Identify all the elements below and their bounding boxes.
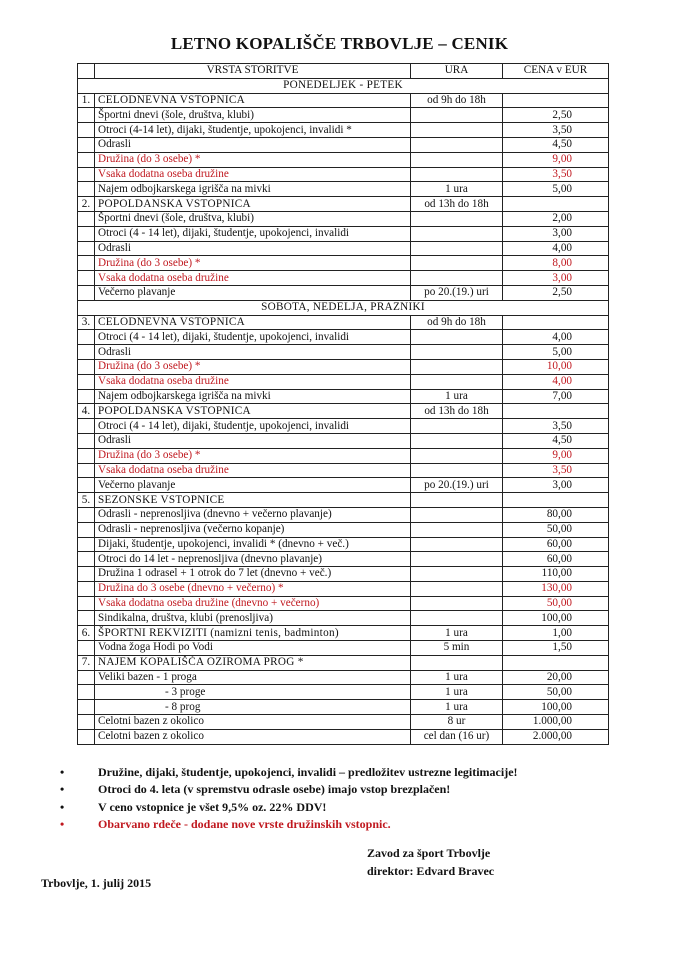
service-name: Otroci do 14 let - neprenosljiva (dnevno plavanje) bbox=[95, 552, 411, 567]
service-time bbox=[411, 359, 503, 374]
service-time bbox=[411, 448, 503, 463]
service-name: ŠPORTNI REKVIZITI (namizni tenis, badminton) bbox=[95, 626, 411, 641]
row-number bbox=[78, 330, 95, 345]
service-time bbox=[411, 241, 503, 256]
price-row bbox=[78, 359, 609, 374]
category-row bbox=[78, 315, 609, 330]
service-price: 50,00 bbox=[503, 522, 609, 537]
row-number bbox=[78, 419, 95, 434]
row-number: 6. bbox=[78, 626, 95, 641]
service-time: po 20.(19.) uri bbox=[411, 478, 503, 493]
service-name: Otroci (4 - 14 let), dijaki, študentje, upokojenci, invalidi bbox=[95, 419, 411, 434]
service-name: Veliki bazen - 1 proga bbox=[95, 670, 411, 685]
service-time: 1 ura bbox=[411, 182, 503, 197]
service-price: 20,00 bbox=[503, 670, 609, 685]
service-time bbox=[411, 611, 503, 626]
note-item bbox=[58, 816, 518, 833]
row-number bbox=[78, 137, 95, 152]
service-name: Družina (do 3 osebe) * bbox=[95, 256, 411, 271]
price-row bbox=[78, 641, 609, 656]
service-price bbox=[503, 93, 609, 108]
price-row bbox=[78, 522, 609, 537]
service-price: 3,50 bbox=[503, 419, 609, 434]
service-name: Najem odbojkarskega igrišča na mivki bbox=[95, 182, 411, 197]
table-header-row bbox=[78, 64, 609, 79]
row-number bbox=[78, 611, 95, 626]
header-service: VRSTA STORITVE bbox=[95, 64, 411, 79]
row-number: 7. bbox=[78, 655, 95, 670]
service-price: 9,00 bbox=[503, 152, 609, 167]
service-price: 5,00 bbox=[503, 182, 609, 197]
service-time: od 13h do 18h bbox=[411, 197, 503, 212]
service-price: 10,00 bbox=[503, 359, 609, 374]
section-band-label: PONEDELJEK - PETEK bbox=[78, 78, 609, 93]
row-number bbox=[78, 241, 95, 256]
service-time bbox=[411, 211, 503, 226]
service-price: 110,00 bbox=[503, 567, 609, 582]
service-time: 1 ura bbox=[411, 685, 503, 700]
service-price: 80,00 bbox=[503, 507, 609, 522]
price-row bbox=[78, 182, 609, 197]
row-number bbox=[78, 670, 95, 685]
service-price: 100,00 bbox=[503, 700, 609, 715]
note-item bbox=[58, 781, 518, 798]
service-time: od 9h do 18h bbox=[411, 315, 503, 330]
service-name: Vodna žoga Hodi po Vodi bbox=[95, 641, 411, 656]
note-item bbox=[58, 799, 518, 816]
price-row bbox=[78, 478, 609, 493]
service-name: Družina do 3 osebe (dnevno + večerno) * bbox=[95, 581, 411, 596]
service-time: 5 min bbox=[411, 641, 503, 656]
row-number bbox=[78, 596, 95, 611]
row-number bbox=[78, 345, 95, 360]
price-row bbox=[78, 463, 609, 478]
header-time: URA bbox=[411, 64, 503, 79]
row-number bbox=[78, 211, 95, 226]
row-number bbox=[78, 182, 95, 197]
service-price bbox=[503, 315, 609, 330]
service-time bbox=[411, 463, 503, 478]
price-row bbox=[78, 211, 609, 226]
notes-list bbox=[58, 764, 518, 833]
service-time bbox=[411, 655, 503, 670]
service-time bbox=[411, 596, 503, 611]
price-row bbox=[78, 611, 609, 626]
row-number: 4. bbox=[78, 404, 95, 419]
service-price: 4,00 bbox=[503, 241, 609, 256]
service-price: 3,50 bbox=[503, 123, 609, 138]
service-time bbox=[411, 226, 503, 241]
price-row bbox=[78, 241, 609, 256]
row-number bbox=[78, 685, 95, 700]
service-price: 60,00 bbox=[503, 552, 609, 567]
place-date: Trbovlje, 1. julij 2015 bbox=[41, 876, 152, 890]
service-name: Večerno plavanje bbox=[95, 285, 411, 300]
service-time: 1 ura bbox=[411, 700, 503, 715]
note-text: V ceno vstopnice je všet 9,5% oz. 22% DDV! bbox=[98, 799, 327, 814]
service-price: 50,00 bbox=[503, 596, 609, 611]
service-time bbox=[411, 419, 503, 434]
service-name: Športni dnevi (šole, društva, klubi) bbox=[95, 108, 411, 123]
row-number bbox=[78, 433, 95, 448]
row-number: 2. bbox=[78, 197, 95, 212]
row-number bbox=[78, 522, 95, 537]
service-time bbox=[411, 152, 503, 167]
price-row bbox=[78, 581, 609, 596]
service-price: 3,00 bbox=[503, 478, 609, 493]
service-name: Otroci (4 - 14 let), dijaki, študentje, upokojenci, invalidi bbox=[95, 226, 411, 241]
service-price: 1,50 bbox=[503, 641, 609, 656]
service-time: po 20.(19.) uri bbox=[411, 285, 503, 300]
row-number bbox=[78, 167, 95, 182]
row-number bbox=[78, 641, 95, 656]
note-text: Otroci do 4. leta (v spremstvu odrasle osebe) imajo vstop brezplačen! bbox=[98, 782, 451, 797]
service-name: Družina (do 3 osebe) * bbox=[95, 359, 411, 374]
service-name: - 3 proge bbox=[95, 685, 411, 700]
service-name: Odrasli bbox=[95, 433, 411, 448]
service-price bbox=[503, 197, 609, 212]
category-row bbox=[78, 197, 609, 212]
service-name: Večerno plavanje bbox=[95, 478, 411, 493]
row-number bbox=[78, 700, 95, 715]
service-price: 50,00 bbox=[503, 685, 609, 700]
category-row bbox=[78, 93, 609, 108]
service-name: Vsaka dodatna oseba družine bbox=[95, 463, 411, 478]
service-name: Odrasli - neprenosljiva (večerno kopanje) bbox=[95, 522, 411, 537]
service-time: 1 ura bbox=[411, 389, 503, 404]
service-time bbox=[411, 522, 503, 537]
price-table bbox=[77, 63, 609, 745]
price-row bbox=[78, 507, 609, 522]
service-name: Družina 1 odrasel + 1 otrok do 7 let (dnevno + več.) bbox=[95, 567, 411, 582]
service-time: od 9h do 18h bbox=[411, 93, 503, 108]
section-band-row bbox=[78, 300, 609, 315]
service-price: 2,50 bbox=[503, 108, 609, 123]
bullet-icon: • bbox=[60, 782, 65, 797]
note-item bbox=[58, 764, 518, 781]
row-number bbox=[78, 448, 95, 463]
service-time bbox=[411, 374, 503, 389]
service-name: Družina (do 3 osebe) * bbox=[95, 448, 411, 463]
service-time: cel dan (16 ur) bbox=[411, 729, 503, 744]
service-time bbox=[411, 167, 503, 182]
row-number bbox=[78, 108, 95, 123]
service-price: 4,00 bbox=[503, 330, 609, 345]
price-row bbox=[78, 552, 609, 567]
price-row bbox=[78, 419, 609, 434]
service-time bbox=[411, 137, 503, 152]
service-price: 3,00 bbox=[503, 226, 609, 241]
service-name: POPOLDANSKA VSTOPNICA bbox=[95, 197, 411, 212]
service-name: CELODNEVNA VSTOPNICA bbox=[95, 315, 411, 330]
service-time bbox=[411, 271, 503, 286]
signature-director: direktor: Edvard Bravec bbox=[367, 863, 495, 878]
page-title: LETNO KOPALIŠČE TRBOVLJE – CENIK bbox=[170, 34, 509, 53]
service-name: NAJEM KOPALIŠČA OZIROMA PROG * bbox=[95, 655, 411, 670]
price-row bbox=[78, 374, 609, 389]
service-name: Vsaka dodatna oseba družine (dnevno + večerno) bbox=[95, 596, 411, 611]
row-number bbox=[78, 359, 95, 374]
service-name: Otroci (4 - 14 let), dijaki, študentje, upokojenci, invalidi bbox=[95, 330, 411, 345]
price-row bbox=[78, 567, 609, 582]
row-number bbox=[78, 715, 95, 730]
note-text: Družine, dijaki, študentje, upokojenci, invalidi – predložitev ustrezne legitimacije! bbox=[98, 765, 518, 779]
service-price bbox=[503, 655, 609, 670]
service-price: 60,00 bbox=[503, 537, 609, 552]
row-number: 1. bbox=[78, 93, 95, 108]
row-number bbox=[78, 285, 95, 300]
category-row bbox=[78, 655, 609, 670]
service-price: 100,00 bbox=[503, 611, 609, 626]
service-time: od 13h do 18h bbox=[411, 404, 503, 419]
service-time: 1 ura bbox=[411, 626, 503, 641]
service-price: 5,00 bbox=[503, 345, 609, 360]
service-name: SEZONSKE VSTOPNICE bbox=[95, 493, 411, 508]
price-row bbox=[78, 137, 609, 152]
price-row bbox=[78, 226, 609, 241]
price-row bbox=[78, 700, 609, 715]
row-number: 3. bbox=[78, 315, 95, 330]
service-name: Družina (do 3 osebe) * bbox=[95, 152, 411, 167]
row-number bbox=[78, 123, 95, 138]
row-number bbox=[78, 256, 95, 271]
bullet-icon: • bbox=[60, 765, 65, 779]
service-name: Športni dnevi (šole, društva, klubi) bbox=[95, 211, 411, 226]
price-row bbox=[78, 729, 609, 744]
section-band-label: SOBOTA, NEDELJA, PRAZNIKI bbox=[78, 300, 609, 315]
service-name: Otroci (4-14 let), dijaki, študentje, upokojenci, invalidi * bbox=[95, 123, 411, 138]
row-number bbox=[78, 507, 95, 522]
service-name: Celotni bazen z okolico bbox=[95, 729, 411, 744]
price-row bbox=[78, 596, 609, 611]
service-time bbox=[411, 345, 503, 360]
service-name: Odrasli - neprenosljiva (dnevno + večerno plavanje) bbox=[95, 507, 411, 522]
section-band-row bbox=[78, 78, 609, 93]
service-name: Vsaka dodatna oseba družine bbox=[95, 271, 411, 286]
service-price: 9,00 bbox=[503, 448, 609, 463]
service-time bbox=[411, 567, 503, 582]
service-name: Vsaka dodatna oseba družine bbox=[95, 167, 411, 182]
service-price: 4,00 bbox=[503, 374, 609, 389]
service-name: Celotni bazen z okolico bbox=[95, 715, 411, 730]
row-number bbox=[78, 463, 95, 478]
service-price: 2.000,00 bbox=[503, 729, 609, 744]
service-price: 3,00 bbox=[503, 271, 609, 286]
service-price: 4,50 bbox=[503, 433, 609, 448]
price-row bbox=[78, 670, 609, 685]
service-price: 3,50 bbox=[503, 167, 609, 182]
row-number bbox=[78, 374, 95, 389]
price-row bbox=[78, 389, 609, 404]
price-row bbox=[78, 537, 609, 552]
price-row bbox=[78, 433, 609, 448]
row-number bbox=[78, 271, 95, 286]
row-number bbox=[78, 567, 95, 582]
service-time bbox=[411, 493, 503, 508]
row-number bbox=[78, 581, 95, 596]
service-price: 130,00 bbox=[503, 581, 609, 596]
service-price bbox=[503, 493, 609, 508]
service-price: 4,50 bbox=[503, 137, 609, 152]
service-time bbox=[411, 537, 503, 552]
bullet-icon: • bbox=[60, 816, 65, 831]
service-name: Odrasli bbox=[95, 345, 411, 360]
row-number bbox=[78, 537, 95, 552]
price-row bbox=[78, 685, 609, 700]
category-row bbox=[78, 493, 609, 508]
bullet-icon: • bbox=[60, 799, 65, 814]
service-time bbox=[411, 507, 503, 522]
service-name: - 8 prog bbox=[95, 700, 411, 715]
service-time bbox=[411, 123, 503, 138]
price-row bbox=[78, 256, 609, 271]
row-number: 5. bbox=[78, 493, 95, 508]
service-name: POPOLDANSKA VSTOPNICA bbox=[95, 404, 411, 419]
service-price: 7,00 bbox=[503, 389, 609, 404]
row-number bbox=[78, 389, 95, 404]
service-price: 1.000,00 bbox=[503, 715, 609, 730]
service-price: 2,00 bbox=[503, 211, 609, 226]
row-number bbox=[78, 552, 95, 567]
service-name: Odrasli bbox=[95, 137, 411, 152]
note-text: Obarvano rdeče - dodane nove vrste družinskih vstopnic. bbox=[98, 816, 391, 831]
service-name: CELODNEVNA VSTOPNICA bbox=[95, 93, 411, 108]
service-name: Najem odbojkarskega igrišča na mivki bbox=[95, 389, 411, 404]
service-name: Vsaka dodatna oseba družine bbox=[95, 374, 411, 389]
service-price: 8,00 bbox=[503, 256, 609, 271]
price-row bbox=[78, 330, 609, 345]
price-row bbox=[78, 345, 609, 360]
service-time bbox=[411, 108, 503, 123]
service-time: 1 ura bbox=[411, 670, 503, 685]
service-price: 2,50 bbox=[503, 285, 609, 300]
price-row bbox=[78, 271, 609, 286]
row-number bbox=[78, 226, 95, 241]
service-name: Dijaki, študentje, upokojenci, invalidi * (dnevno + več.) bbox=[95, 537, 411, 552]
service-time bbox=[411, 581, 503, 596]
price-row bbox=[78, 167, 609, 182]
price-row bbox=[78, 715, 609, 730]
price-row bbox=[78, 285, 609, 300]
service-time bbox=[411, 330, 503, 345]
row-number bbox=[78, 478, 95, 493]
price-row bbox=[78, 123, 609, 138]
service-name: Odrasli bbox=[95, 241, 411, 256]
header-num-cell bbox=[78, 64, 95, 79]
service-time bbox=[411, 256, 503, 271]
service-price: 1,00 bbox=[503, 626, 609, 641]
row-number bbox=[78, 152, 95, 167]
category-row bbox=[78, 626, 609, 641]
category-row bbox=[78, 404, 609, 419]
service-time bbox=[411, 552, 503, 567]
service-time: 8 ur bbox=[411, 715, 503, 730]
signature-organization: Zavod za šport Trbovlje bbox=[367, 846, 491, 860]
price-row bbox=[78, 152, 609, 167]
header-price: CENA v EUR bbox=[503, 64, 609, 79]
row-number bbox=[78, 729, 95, 744]
price-row bbox=[78, 448, 609, 463]
service-price bbox=[503, 404, 609, 419]
service-name: Sindikalna, društva, klubi (prenosljiva) bbox=[95, 611, 411, 626]
price-row bbox=[78, 108, 609, 123]
signature-block bbox=[367, 845, 494, 880]
service-time bbox=[411, 433, 503, 448]
service-price: 3,50 bbox=[503, 463, 609, 478]
